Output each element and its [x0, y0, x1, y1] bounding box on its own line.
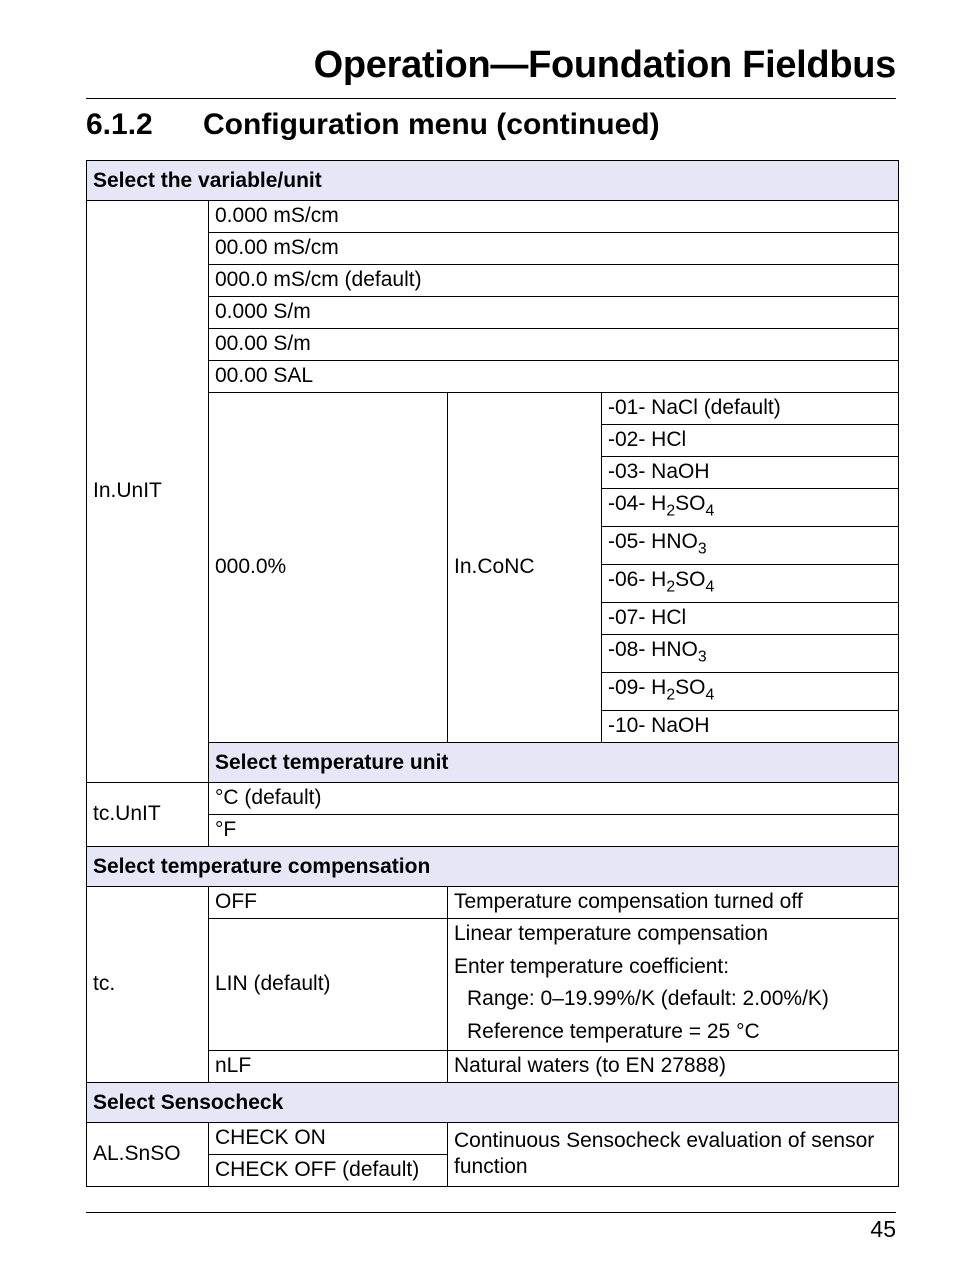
unit-option: 00.00 mS/cm: [209, 233, 899, 265]
conc-option: -05- $HNO_3$: [602, 527, 899, 565]
section-title: Configuration menu (continued): [203, 108, 660, 141]
tc-nlf-description: Natural waters (to EN 27888): [448, 1050, 899, 1082]
unit-option: 000.0 mS/cm (default): [209, 265, 899, 297]
temp-unit-option: °C (default): [209, 783, 899, 815]
percent-option: 000.0%: [209, 393, 448, 743]
conc-option: -10- NaOH: [602, 711, 899, 743]
sensocheck-header: Select Sensocheck: [87, 1082, 899, 1122]
sensocheck-description: Continuous Sensocheck evaluation of sensor function: [448, 1122, 899, 1186]
conc-option: -04- $H_2SO_4$: [602, 489, 899, 527]
variable-unit-header: Select the variable/unit: [87, 161, 899, 201]
tc-off-option: OFF: [209, 887, 448, 919]
tc-lin-option: LIN (default): [209, 919, 448, 1051]
conc-option: -01- NaCl (default): [602, 393, 899, 425]
temp-comp-header: Select temperature compensation: [87, 847, 899, 887]
conc-option: -07- HCl: [602, 603, 899, 635]
unit-option: 0.000 S/m: [209, 297, 899, 329]
tc-unit-key: tc.UnIT: [87, 783, 209, 847]
tc-lin-desc-line: Enter temperature coefficient:: [454, 954, 730, 978]
tc-lin-description: [448, 919, 899, 1051]
tc-lin-desc-line: Range: 0–19.99%/K (default: 2.00%/K): [467, 987, 829, 1010]
unit-option: 00.00 S/m: [209, 329, 899, 361]
page-number: 45: [870, 1216, 896, 1242]
tc-key: tc.: [87, 887, 209, 1083]
chapter-title: Operation—Foundation Fieldbus: [313, 44, 896, 86]
conc-option: -09- $H_2SO_4$: [602, 673, 899, 711]
tc-lin-desc-line: Reference temperature = 25 °C: [467, 1019, 760, 1043]
tc-lin-desc-line: Linear temperature compensation: [454, 922, 769, 945]
section-number: 6.1.2: [86, 108, 153, 141]
conc-option: -03- NaOH: [602, 457, 899, 489]
unit-option: 00.00 SAL: [209, 361, 899, 393]
tc-off-description: Temperature compensation turned off: [448, 887, 899, 919]
conc-option: -08- $HNO_3$: [602, 635, 899, 673]
conc-option: -06- $H_2SO_4$: [602, 565, 899, 603]
sensocheck-off-option: CHECK OFF (default): [209, 1154, 448, 1186]
al-snso-key: AL.SnSO: [87, 1122, 209, 1186]
header-rule: [86, 98, 896, 99]
in-conc-key: In.CoNC: [448, 393, 602, 743]
temp-unit-option: °F: [209, 815, 899, 847]
tc-nlf-option: nLF: [209, 1050, 448, 1082]
sensocheck-on-option: CHECK ON: [209, 1122, 448, 1154]
configuration-table: [86, 160, 899, 1187]
section-heading: [86, 108, 660, 142]
temp-unit-header: Select temperature unit: [209, 743, 899, 783]
unit-option: 0.000 mS/cm: [209, 201, 899, 233]
in-unit-key: In.UnIT: [87, 201, 209, 783]
footer-rule: [86, 1212, 896, 1213]
conc-option: -02- HCl: [602, 425, 899, 457]
